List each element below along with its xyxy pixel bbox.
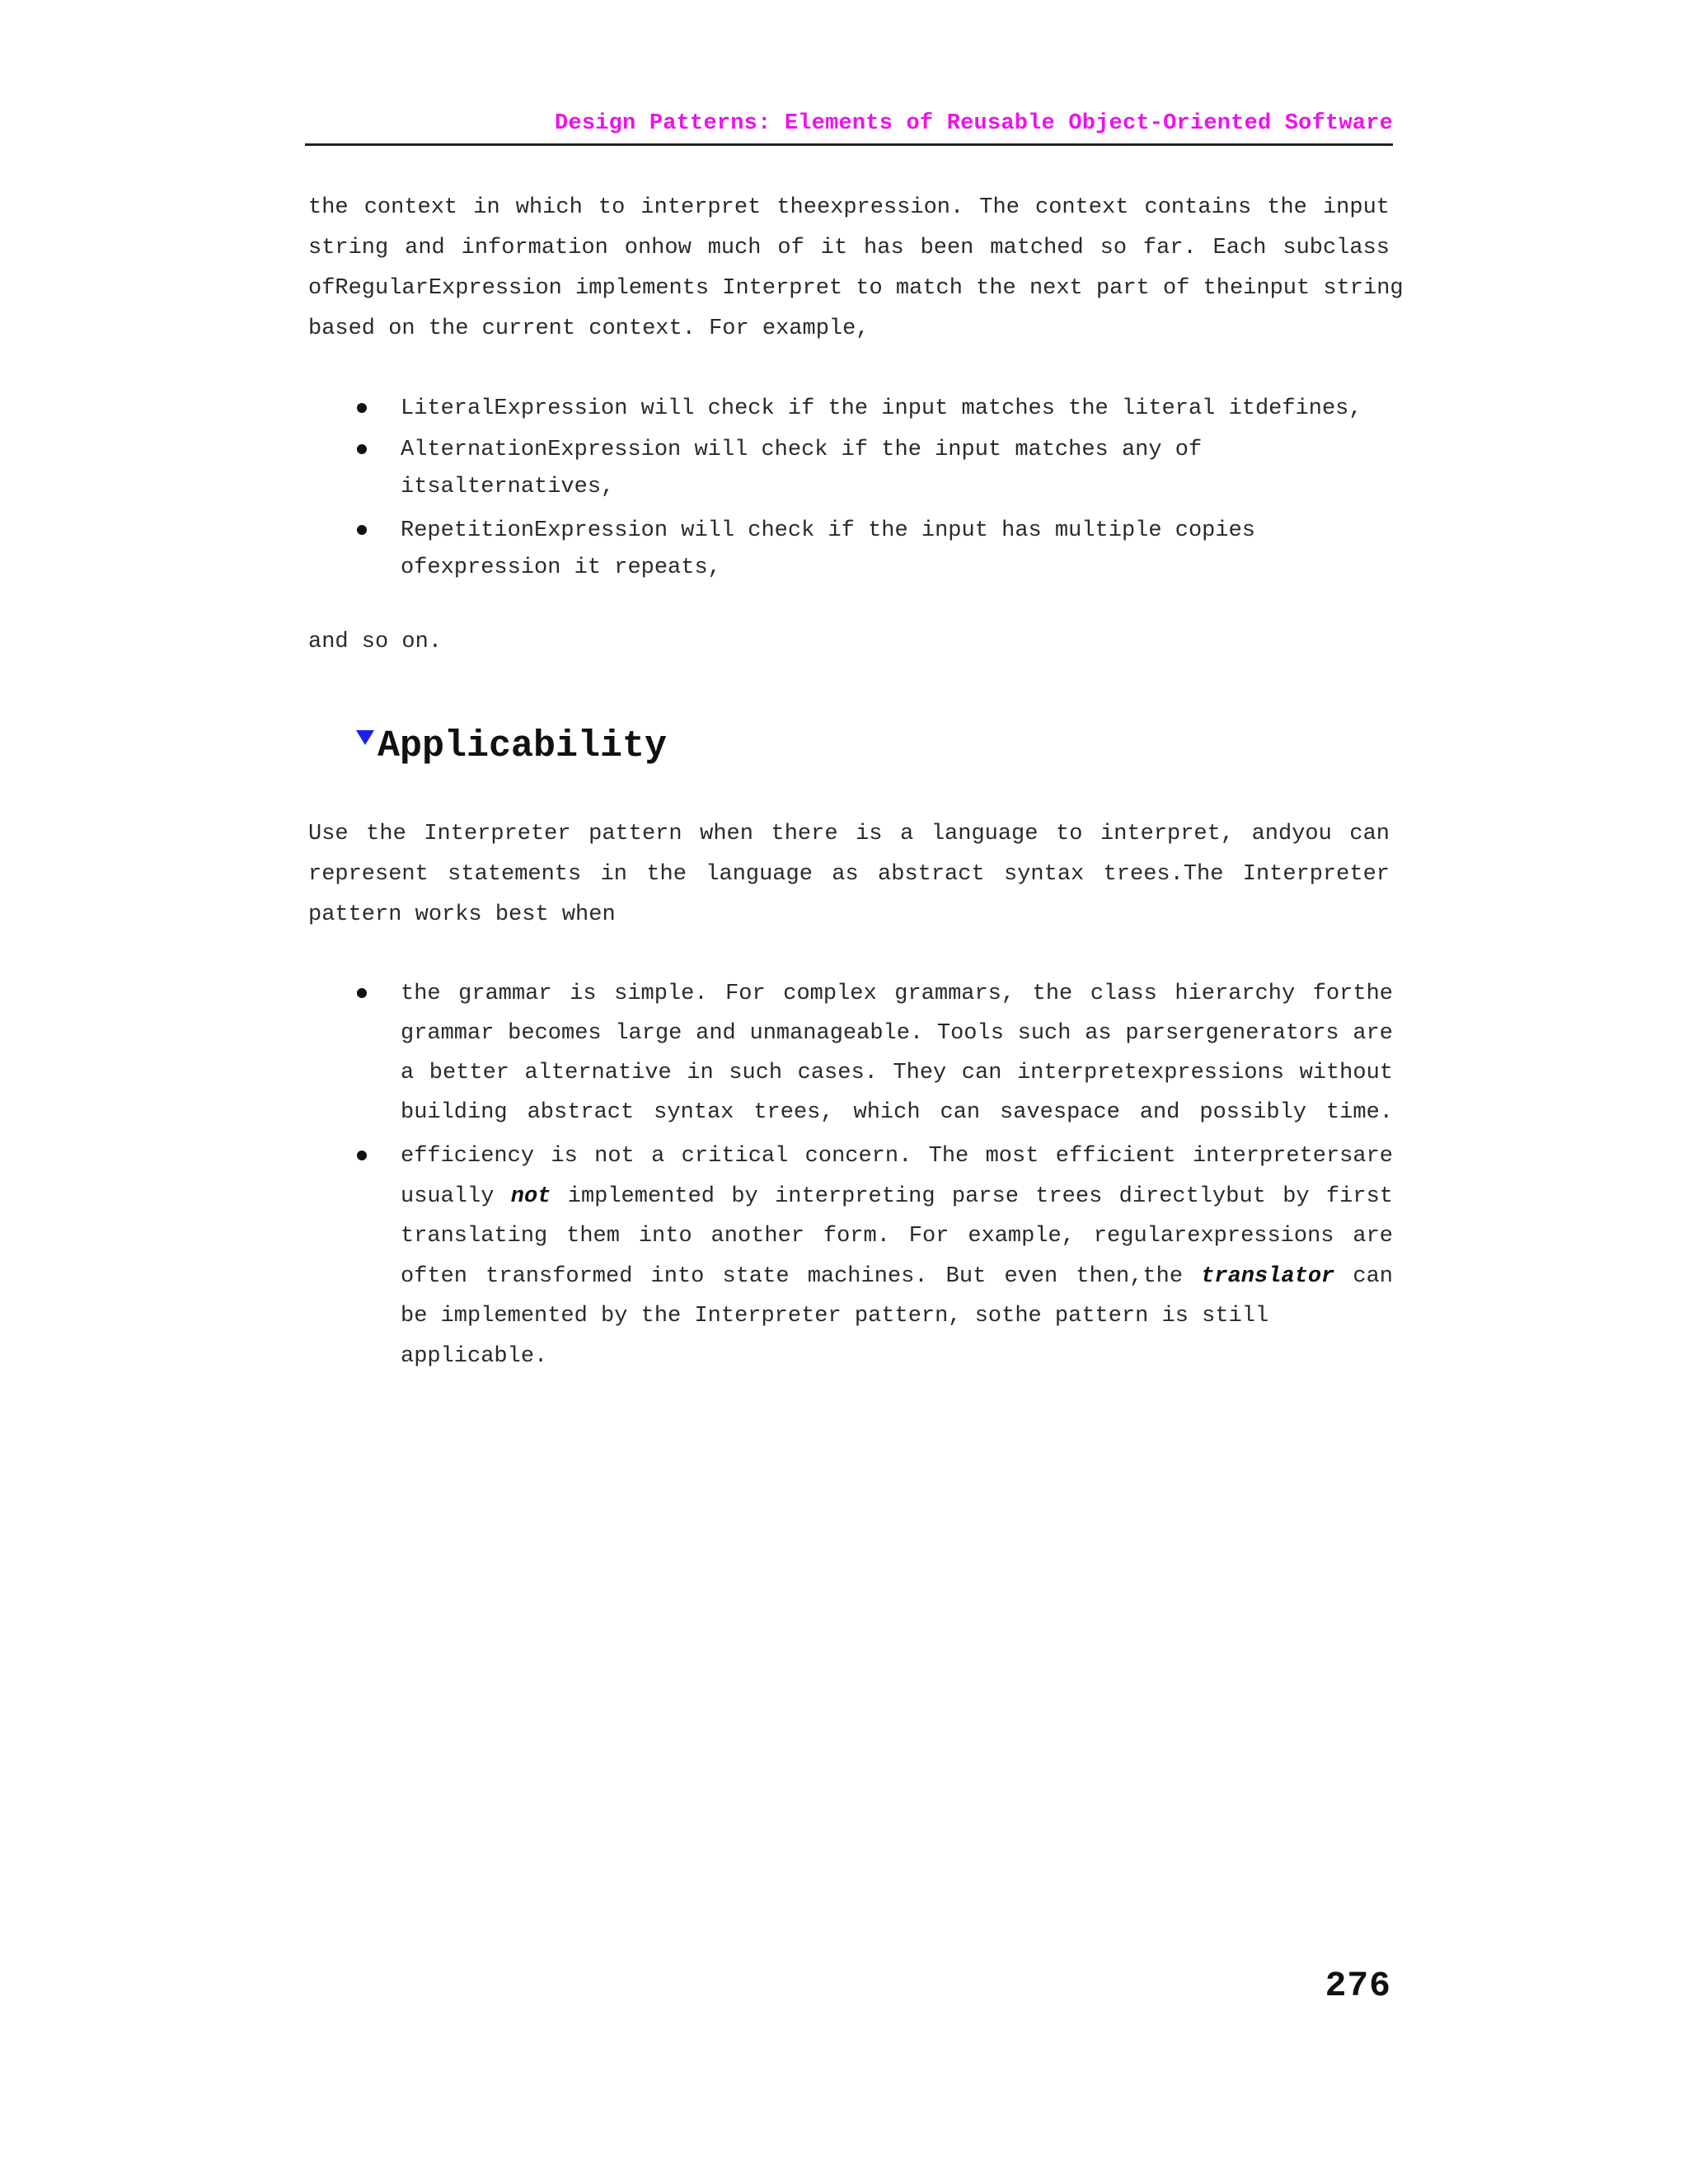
text-line — [401, 1257, 1393, 1297]
intro-paragraph — [308, 188, 1404, 349]
text-line: pattern works best when — [308, 902, 616, 927]
running-header — [305, 109, 1393, 146]
text-run: can — [1334, 1263, 1393, 1289]
text-line: RepetitionExpression will check if the input has multiple copies — [401, 518, 1255, 543]
text-line: a better alternative in such cases. They can interpretexpressions without — [401, 1061, 1393, 1085]
page-number: 276 — [1325, 1966, 1391, 2006]
text-line: LiteralExpression will check if the input matches the literal itdefines, — [401, 396, 1362, 421]
list-item — [305, 432, 1393, 506]
expression-examples-list — [305, 389, 1393, 587]
text-line: represent statements in the language as abstract syntax trees.The Interpreter — [308, 862, 1390, 887]
text-line: AlternationExpression will check if the input matches any of — [401, 438, 1203, 462]
text-line: efficiency is not a critical concern. The most efficient interpretersare — [401, 1144, 1393, 1169]
text-line: ofRegularExpression implements Interpret to match the next part of theinput string — [308, 276, 1404, 301]
emphasis-text: translator — [1201, 1263, 1335, 1289]
text-line: translating them into another form. For example, regularexpressions are — [401, 1224, 1393, 1249]
text-line: itsalternatives, — [401, 475, 615, 499]
text-run: often transformed into state machines. But even then,the — [401, 1263, 1202, 1289]
text-line: applicable. — [401, 1343, 548, 1369]
text-line: the context in which to interpret theexpression. The context contains the input — [308, 195, 1390, 220]
bullet-icon — [357, 403, 367, 413]
list-item — [305, 974, 1393, 1132]
text-line — [401, 1177, 1393, 1217]
text-line: the grammar is simple. For complex grammars, the class hierarchy forthe — [401, 982, 1393, 1006]
text-run: usually — [401, 1183, 511, 1209]
list-item — [305, 389, 1393, 429]
text-line: building abstract syntax trees, which can savespace and possibly time. — [401, 1100, 1393, 1125]
bullet-icon — [357, 988, 367, 998]
bullet-icon — [357, 525, 367, 535]
text-line: Use the Interpreter pattern when there is a language to interpret, andyou can — [308, 822, 1390, 846]
text-line: grammar becomes large and unmanageable. Tools such as parsergenerators are — [401, 1021, 1393, 1046]
emphasis-text: not — [510, 1183, 551, 1209]
list-item — [305, 513, 1393, 587]
document-page — [305, 0, 1404, 2184]
section-heading — [356, 722, 667, 771]
applicability-conditions-list — [305, 974, 1393, 1376]
text-line: string and information onhow much of it has been matched so far. Each subclass — [308, 236, 1390, 260]
section-marker-triangle-icon[interactable] — [356, 730, 374, 745]
list-item — [305, 1137, 1393, 1376]
bullet-icon — [357, 1151, 367, 1160]
section-title: Applicability — [377, 725, 668, 767]
text-line: be implemented by the Interpreter pattern, sothe pattern is still — [401, 1304, 1269, 1329]
applicability-intro-paragraph — [308, 814, 1390, 935]
closing-paragraph — [308, 622, 1390, 663]
book-title: Design Patterns: Elements of Reusable Object-Oriented Software — [555, 111, 1393, 136]
text-line: and so on. — [308, 630, 443, 654]
text-run: implemented by interpreting parse trees directlybut by first — [551, 1183, 1393, 1209]
bullet-icon — [357, 444, 367, 454]
text-line: based on the current context. For example, — [308, 316, 870, 341]
text-line: ofexpression it repeats, — [401, 555, 721, 580]
